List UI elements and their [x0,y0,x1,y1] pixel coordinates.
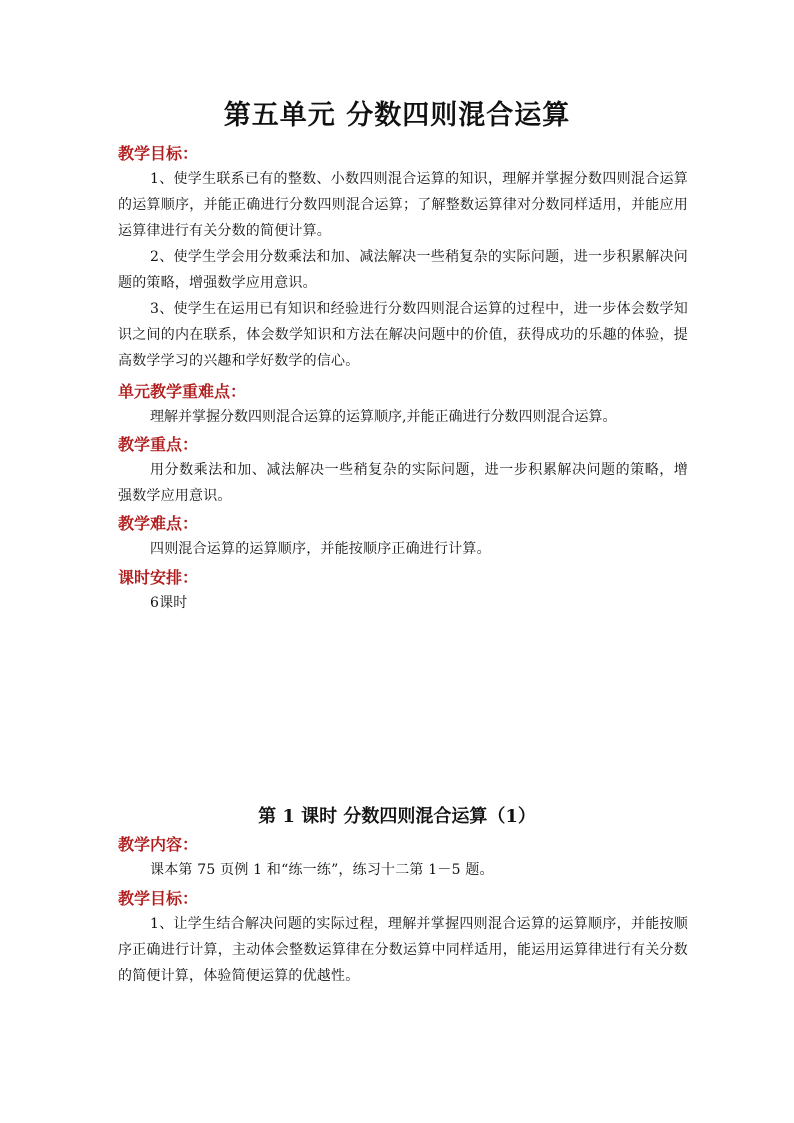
unit-goals-section [118,142,688,374]
lesson-goals-section [118,887,688,989]
difficult-points-section [118,512,688,562]
lesson-title: 第 1 课时 分数四则混合运算（1） [258,806,536,827]
lesson-content-text: 课本第 75 页例 1 和“练一练”，练习十二第 1－5 题。 [150,862,494,878]
key-points-section [118,433,688,509]
lesson-goal-1: 1、让学生结合解决问题的实际过程，理解并掌握四则混合运算的运算顺序，并能按顺序正确进行计算，主动体会整数运算律在分数运算中同样适用，能运用运算律进行有关分数的简便计算，体验简便运算的优越性。 [118,916,688,984]
difficult-points-text: 四则混合运算的运算顺序，并能按顺序正确进行计算。 [150,541,491,557]
schedule-section [118,566,688,616]
schedule-heading: 课时安排： [118,568,199,587]
schedule-text: 6课时 [150,595,188,611]
unit-title: 第五单元 分数四则混合运算 [223,100,571,131]
lesson-content-section [118,833,688,883]
lesson-content-heading: 教学内容： [118,835,199,854]
difficult-points-heading: 教学难点： [118,514,199,533]
unit-goals-heading: 教学目标： [118,144,199,163]
unit-goal-1: 1、使学生联系已有的整数、小数四则混合运算的知识，理解并掌握分数四则混合运算的运算顺序，并能正确进行分数四则混合运算；了解整数运算律对分数同样适用，并能应用运算律进行有关分数的简便计算。 [118,171,688,239]
key-points-text: 用分数乘法和加、减法解决一些稍复杂的实际问题，进一步积累解决问题的策略，增强数学应用意识。 [118,462,688,504]
lesson-goals-heading: 教学目标： [118,889,199,908]
key-points-heading: 教学重点： [118,435,199,454]
unit-key-difficult-heading: 单元教学重难点： [118,382,247,401]
unit-key-difficult-section [118,380,688,430]
unit-goal-3: 3、使学生在运用已有知识和经验进行分数四则混合运算的过程中，进一步体会数学知识之间的内在联系，体会数学知识和方法在解决问题中的价值，获得成功的乐趣的体验，提高数学学习的兴趣和学好数学的信心。 [118,301,688,369]
unit-key-difficult-text: 理解并掌握分数四则混合运算的运算顺序,并能正确进行分数四则混合运算。 [150,409,617,425]
unit-goal-2: 2、使学生学会用分数乘法和加、减法解决一些稍复杂的实际问题，进一步积累解决问题的策略，增强数学应用意识。 [118,249,688,291]
